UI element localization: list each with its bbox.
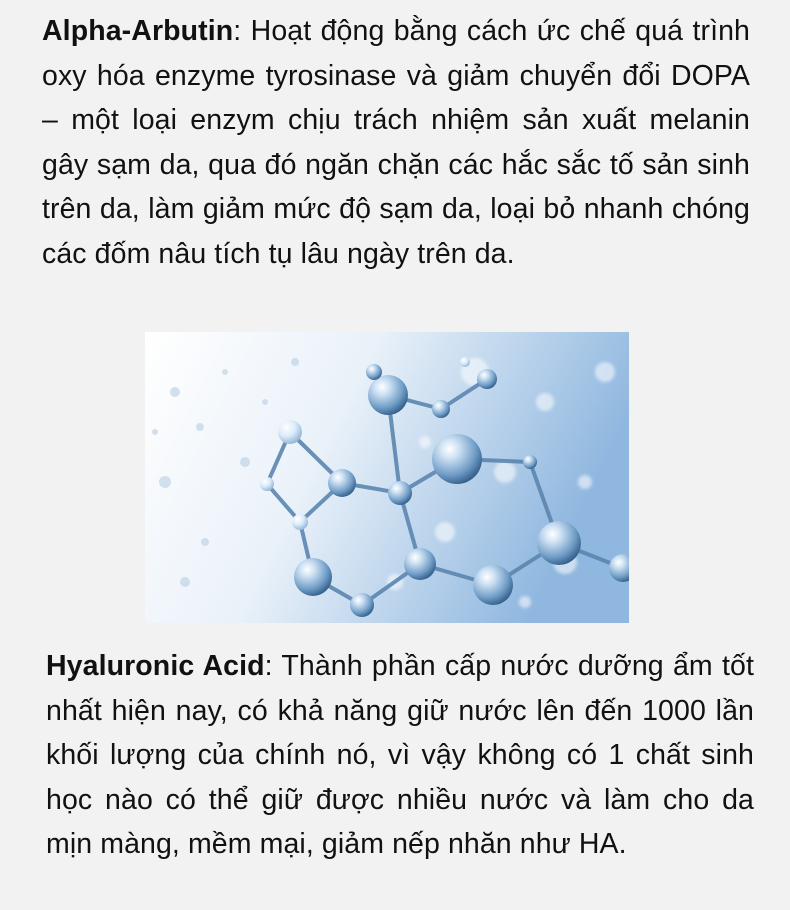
alpha-arbutin-paragraph — [42, 9, 750, 276]
hyaluronic-acid-description: Thành phần cấp nước dưỡng ẩm tốt nhất hiện nay, có khả năng giữ nước lên đến 1000 lần khối lượng của chính nó, vì vậy không có 1 chất sinh học nào có thể giữ được nhiều nước và làm cho da mịn màng, mềm mại, giảm nếp nhăn như HA. — [46, 650, 754, 860]
alpha-arbutin-separator: : — [233, 15, 242, 47]
alpha-arbutin-term: Alpha-Arbutin — [42, 15, 234, 47]
molecule-structure-icon — [145, 332, 629, 623]
hyaluronic-acid-separator: : — [264, 650, 273, 682]
hyaluronic-acid-paragraph — [46, 644, 754, 867]
molecule-image — [145, 332, 629, 623]
alpha-arbutin-description: Hoạt động bằng cách ức chế quá trình oxy hóa enzyme tyrosinase và giảm chuyển đổi DOPA – một loại enzym chịu trách nhiệm sản xuất melanin gây sạm da, qua đó ngăn chặn các hắc sắc tố sản sinh trên da, làm giảm mức độ sạm da, loại bỏ nhanh chóng các đốm nâu tích tụ lâu ngày trên da. — [42, 15, 750, 270]
hyaluronic-acid-term: Hyaluronic Acid — [46, 650, 265, 682]
